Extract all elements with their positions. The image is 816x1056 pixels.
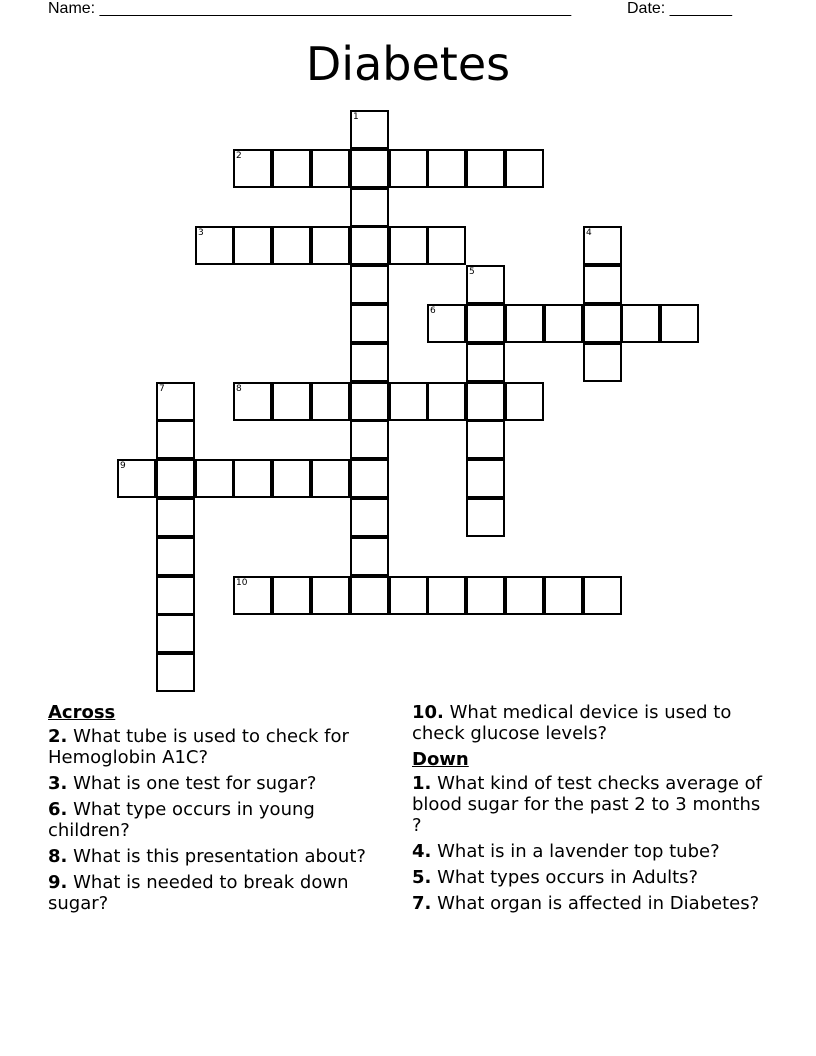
grid-cell[interactable] [350,188,389,227]
down-clue-4 [412,841,772,862]
grid-cell[interactable] [466,382,505,421]
grid-cell[interactable] [621,304,660,343]
grid-cell[interactable] [233,226,272,265]
across-clue-10 [412,702,772,744]
grid-cell[interactable] [350,226,389,265]
grid-cell[interactable] [350,382,389,421]
clues-column-left [48,702,393,919]
grid-cell[interactable] [427,382,466,421]
grid-cell[interactable] [350,149,389,188]
down-clue-7 [412,893,772,914]
clue-number: 6. [48,799,68,820]
grid-cell[interactable] [350,498,389,537]
grid-cell[interactable] [350,459,389,498]
grid-cell[interactable] [233,149,272,188]
grid-cell[interactable] [117,459,156,498]
grid-cell[interactable] [156,420,195,459]
grid-cell[interactable] [350,343,389,382]
grid-cell[interactable] [466,459,505,498]
clue-text: What organ is affected in Diabetes? [437,893,760,914]
cell-number: 5 [469,267,475,277]
grid-cell[interactable] [195,226,234,265]
clue-text: What types occurs in Adults? [437,867,699,888]
grid-cell[interactable] [389,149,428,188]
clue-number: 1. [412,773,432,794]
grid-cell[interactable] [466,149,505,188]
grid-cell[interactable] [583,343,622,382]
across-clue-3 [48,773,393,794]
across-heading: Across [48,702,116,723]
clue-number: 7. [412,893,432,914]
cell-number: 9 [120,461,126,471]
cell-number: 4 [586,228,592,238]
grid-cell[interactable] [272,149,311,188]
cell-number: 1 [353,112,359,122]
grid-cell[interactable] [272,226,311,265]
grid-cell[interactable] [389,576,428,615]
page-title: Diabetes [305,37,511,91]
clue-text: What type occurs in young children? [48,799,315,841]
across-clue-2 [48,726,393,768]
grid-cell[interactable] [466,420,505,459]
grid-cell[interactable] [350,537,389,576]
grid-cell[interactable] [272,382,311,421]
grid-cell[interactable] [427,226,466,265]
grid-cell[interactable] [505,304,544,343]
cell-number: 7 [159,384,165,394]
grid-cell[interactable] [583,226,622,265]
cell-number: 6 [430,306,436,316]
grid-cell[interactable] [156,653,195,692]
grid-cell[interactable] [583,576,622,615]
grid-cell[interactable] [350,304,389,343]
grid-cell[interactable] [466,576,505,615]
grid-cell[interactable] [156,498,195,537]
cell-number: 10 [236,578,248,588]
grid-cell[interactable] [389,226,428,265]
grid-cell[interactable] [544,304,583,343]
clue-text: What is needed to break down sugar? [48,872,349,914]
grid-cell[interactable] [311,459,350,498]
grid-cell[interactable] [272,459,311,498]
clue-number: 5. [412,867,432,888]
grid-cell[interactable] [272,576,311,615]
clue-number: 2. [48,726,68,747]
grid-cell[interactable] [350,576,389,615]
grid-cell[interactable] [195,459,234,498]
grid-cell[interactable] [233,382,272,421]
down-clue-5 [412,867,772,888]
clue-text: What tube is used to check for Hemoglobin A1C? [48,726,349,768]
grid-cell[interactable] [156,459,195,498]
grid-cell[interactable] [350,110,389,149]
grid-cell[interactable] [350,420,389,459]
cell-number: 8 [236,384,242,394]
clue-text: What is one test for sugar? [73,773,317,794]
clue-text: What is this presentation about? [73,846,366,867]
grid-cell[interactable] [505,149,544,188]
clues-column-right [412,702,772,919]
grid-cell[interactable] [466,498,505,537]
clue-number: 4. [412,841,432,862]
grid-cell[interactable] [156,537,195,576]
down-heading: Down [412,749,469,770]
grid-cell[interactable] [660,304,699,343]
grid-cell[interactable] [544,576,583,615]
clue-text: What is in a lavender top tube? [437,841,720,862]
clue-text: What medical device is used to check glucose levels? [412,702,732,744]
cell-number: 3 [198,228,204,238]
name-field[interactable]: Name: _____________________________________________________ [48,0,572,17]
across-clue-6 [48,799,393,841]
clue-text: What kind of test checks average of blood sugar for the past 2 to 3 months ? [412,773,763,836]
grid-cell[interactable] [156,576,195,615]
grid-cell[interactable] [427,576,466,615]
clue-number: 9. [48,872,68,893]
clue-number: 10. [412,702,444,723]
grid-cell[interactable] [389,382,428,421]
grid-cell[interactable] [583,304,622,343]
grid-cell[interactable] [156,382,195,421]
grid-cell[interactable] [466,265,505,304]
grid-cell[interactable] [311,226,350,265]
across-clue-8 [48,846,393,867]
grid-cell[interactable] [427,304,466,343]
grid-cell[interactable] [233,576,272,615]
grid-cell[interactable] [583,265,622,304]
cell-number: 2 [236,151,242,161]
grid-cell[interactable] [156,614,195,653]
grid-cell[interactable] [466,343,505,382]
clue-number: 3. [48,773,68,794]
across-clue-9 [48,872,393,914]
grid-cell[interactable] [505,576,544,615]
grid-cell[interactable] [311,576,350,615]
clue-number: 8. [48,846,68,867]
grid-cell[interactable] [505,382,544,421]
grid-cell[interactable] [233,459,272,498]
grid-cell[interactable] [427,149,466,188]
grid-cell[interactable] [466,304,505,343]
down-clue-1 [412,773,772,836]
date-field[interactable]: Date: _______ [627,0,732,17]
grid-cell[interactable] [311,382,350,421]
grid-cell[interactable] [311,149,350,188]
grid-cell[interactable] [350,265,389,304]
